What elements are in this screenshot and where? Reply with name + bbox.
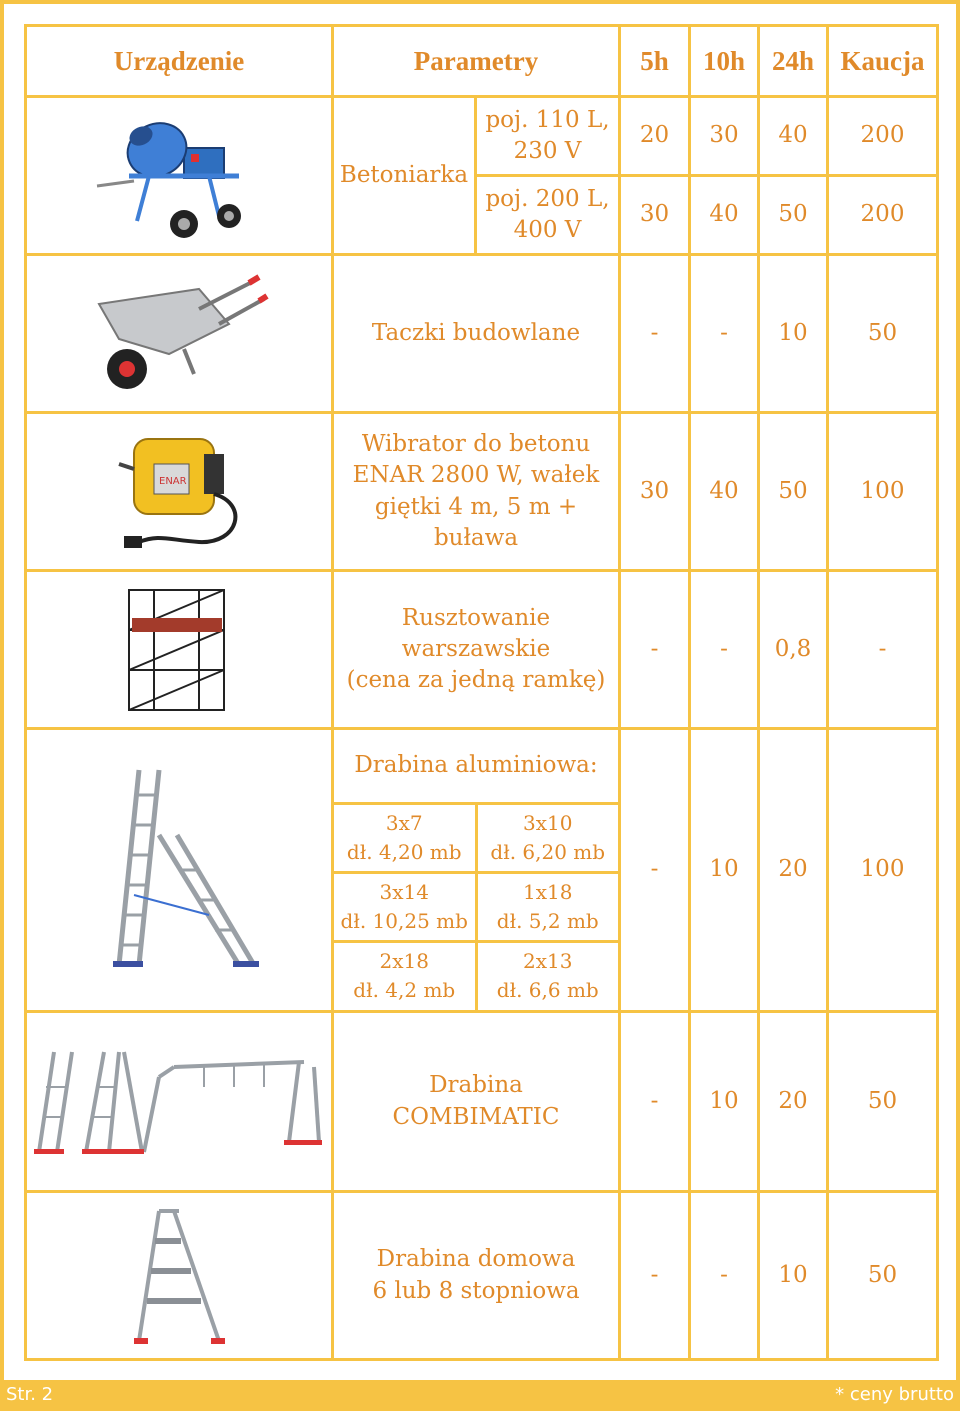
price-5h: - bbox=[620, 571, 690, 729]
table-row bbox=[26, 729, 938, 1012]
concrete-vibrator-image bbox=[26, 413, 333, 571]
price-5h: - bbox=[620, 729, 690, 1012]
combimatic-name: Drabina COMBIMATIC bbox=[333, 1012, 620, 1192]
price-5h: 30 bbox=[620, 413, 690, 571]
price-10h: 10 bbox=[690, 1012, 759, 1192]
deposit: 100 bbox=[828, 729, 938, 1012]
ladder-size-grid bbox=[334, 730, 618, 1010]
table-row bbox=[26, 97, 938, 176]
vibrator-name: Wibrator do betonu ENAR 2800 W, wałek giętki 4 m, 5 m + buława bbox=[333, 413, 620, 571]
table-row bbox=[26, 255, 938, 413]
home-ladder-name: Drabina domowa 6 lub 8 stopniowa bbox=[333, 1192, 620, 1360]
price-note: * ceny brutto bbox=[835, 1384, 954, 1405]
rental-price-table bbox=[24, 24, 939, 1361]
price-5h: 30 bbox=[620, 176, 690, 255]
wheelbarrow-name: Taczki budowlane bbox=[333, 255, 620, 413]
scaffold-name: Rusztowanie warszawskie (cena za jedną ramkę) bbox=[333, 571, 620, 729]
ladder-size: 3x14 dł. 10,25 mb bbox=[334, 873, 476, 942]
aluminium-ladder-details bbox=[333, 729, 620, 1012]
price-24h: 10 bbox=[759, 255, 828, 413]
price-24h: 50 bbox=[759, 413, 828, 571]
deposit: - bbox=[828, 571, 938, 729]
ladder-size: 3x7 dł. 4,20 mb bbox=[334, 804, 476, 873]
wheelbarrow-image bbox=[26, 255, 333, 413]
scaffold-image bbox=[26, 571, 333, 729]
page-number: Str. 2 bbox=[6, 1384, 54, 1405]
header-5h: 5h bbox=[620, 26, 690, 97]
price-5h: - bbox=[620, 255, 690, 413]
deposit: 200 bbox=[828, 97, 938, 176]
aluminium-ladder-image bbox=[26, 729, 333, 1012]
price-5h: 20 bbox=[620, 97, 690, 176]
concrete-mixer-param-1: poj. 110 L, 230 V bbox=[476, 97, 620, 176]
concrete-mixer-image bbox=[26, 97, 333, 255]
header-10h: 10h bbox=[690, 26, 759, 97]
price-24h: 10 bbox=[759, 1192, 828, 1360]
combimatic-ladder-image bbox=[26, 1012, 333, 1192]
step-ladder-image bbox=[26, 1192, 333, 1360]
deposit: 200 bbox=[828, 176, 938, 255]
price-24h: 20 bbox=[759, 1012, 828, 1192]
ladder-size: 3x10 dł. 6,20 mb bbox=[476, 804, 618, 873]
header-params: Parametry bbox=[333, 26, 620, 97]
deposit: 50 bbox=[828, 255, 938, 413]
price-10h: 30 bbox=[690, 97, 759, 176]
header-deposit: Kaucja bbox=[828, 26, 938, 97]
svg-text:ENAR: ENAR bbox=[159, 476, 187, 487]
price-24h: 50 bbox=[759, 176, 828, 255]
price-10h: 40 bbox=[690, 176, 759, 255]
price-5h: - bbox=[620, 1012, 690, 1192]
header-device: Urządzenie bbox=[26, 26, 333, 97]
footer-bar bbox=[0, 1380, 960, 1411]
header-row bbox=[26, 26, 938, 97]
price-10h: 10 bbox=[690, 729, 759, 1012]
aluminium-ladder-name: Drabina aluminiowa: bbox=[354, 752, 598, 779]
deposit: 50 bbox=[828, 1192, 938, 1360]
price-10h: - bbox=[690, 255, 759, 413]
price-24h: 40 bbox=[759, 97, 828, 176]
concrete-mixer-param-2: poj. 200 L, 400 V bbox=[476, 176, 620, 255]
price-10h: - bbox=[690, 571, 759, 729]
price-24h: 0,8 bbox=[759, 571, 828, 729]
concrete-mixer-name: Betoniarka bbox=[333, 97, 476, 255]
header-24h: 24h bbox=[759, 26, 828, 97]
table-row bbox=[26, 1012, 938, 1192]
ladder-size: 2x13 dł. 6,6 mb bbox=[476, 941, 618, 1010]
table-row bbox=[26, 571, 938, 729]
price-24h: 20 bbox=[759, 729, 828, 1012]
price-10h: 40 bbox=[690, 413, 759, 571]
ladder-size: 1x18 dł. 5,2 mb bbox=[476, 873, 618, 942]
price-10h: - bbox=[690, 1192, 759, 1360]
deposit: 50 bbox=[828, 1012, 938, 1192]
table-row bbox=[26, 413, 938, 571]
table-row bbox=[26, 1192, 938, 1360]
ladder-size: 2x18 dł. 4,2 mb bbox=[334, 941, 476, 1010]
deposit: 100 bbox=[828, 413, 938, 571]
price-5h: - bbox=[620, 1192, 690, 1360]
